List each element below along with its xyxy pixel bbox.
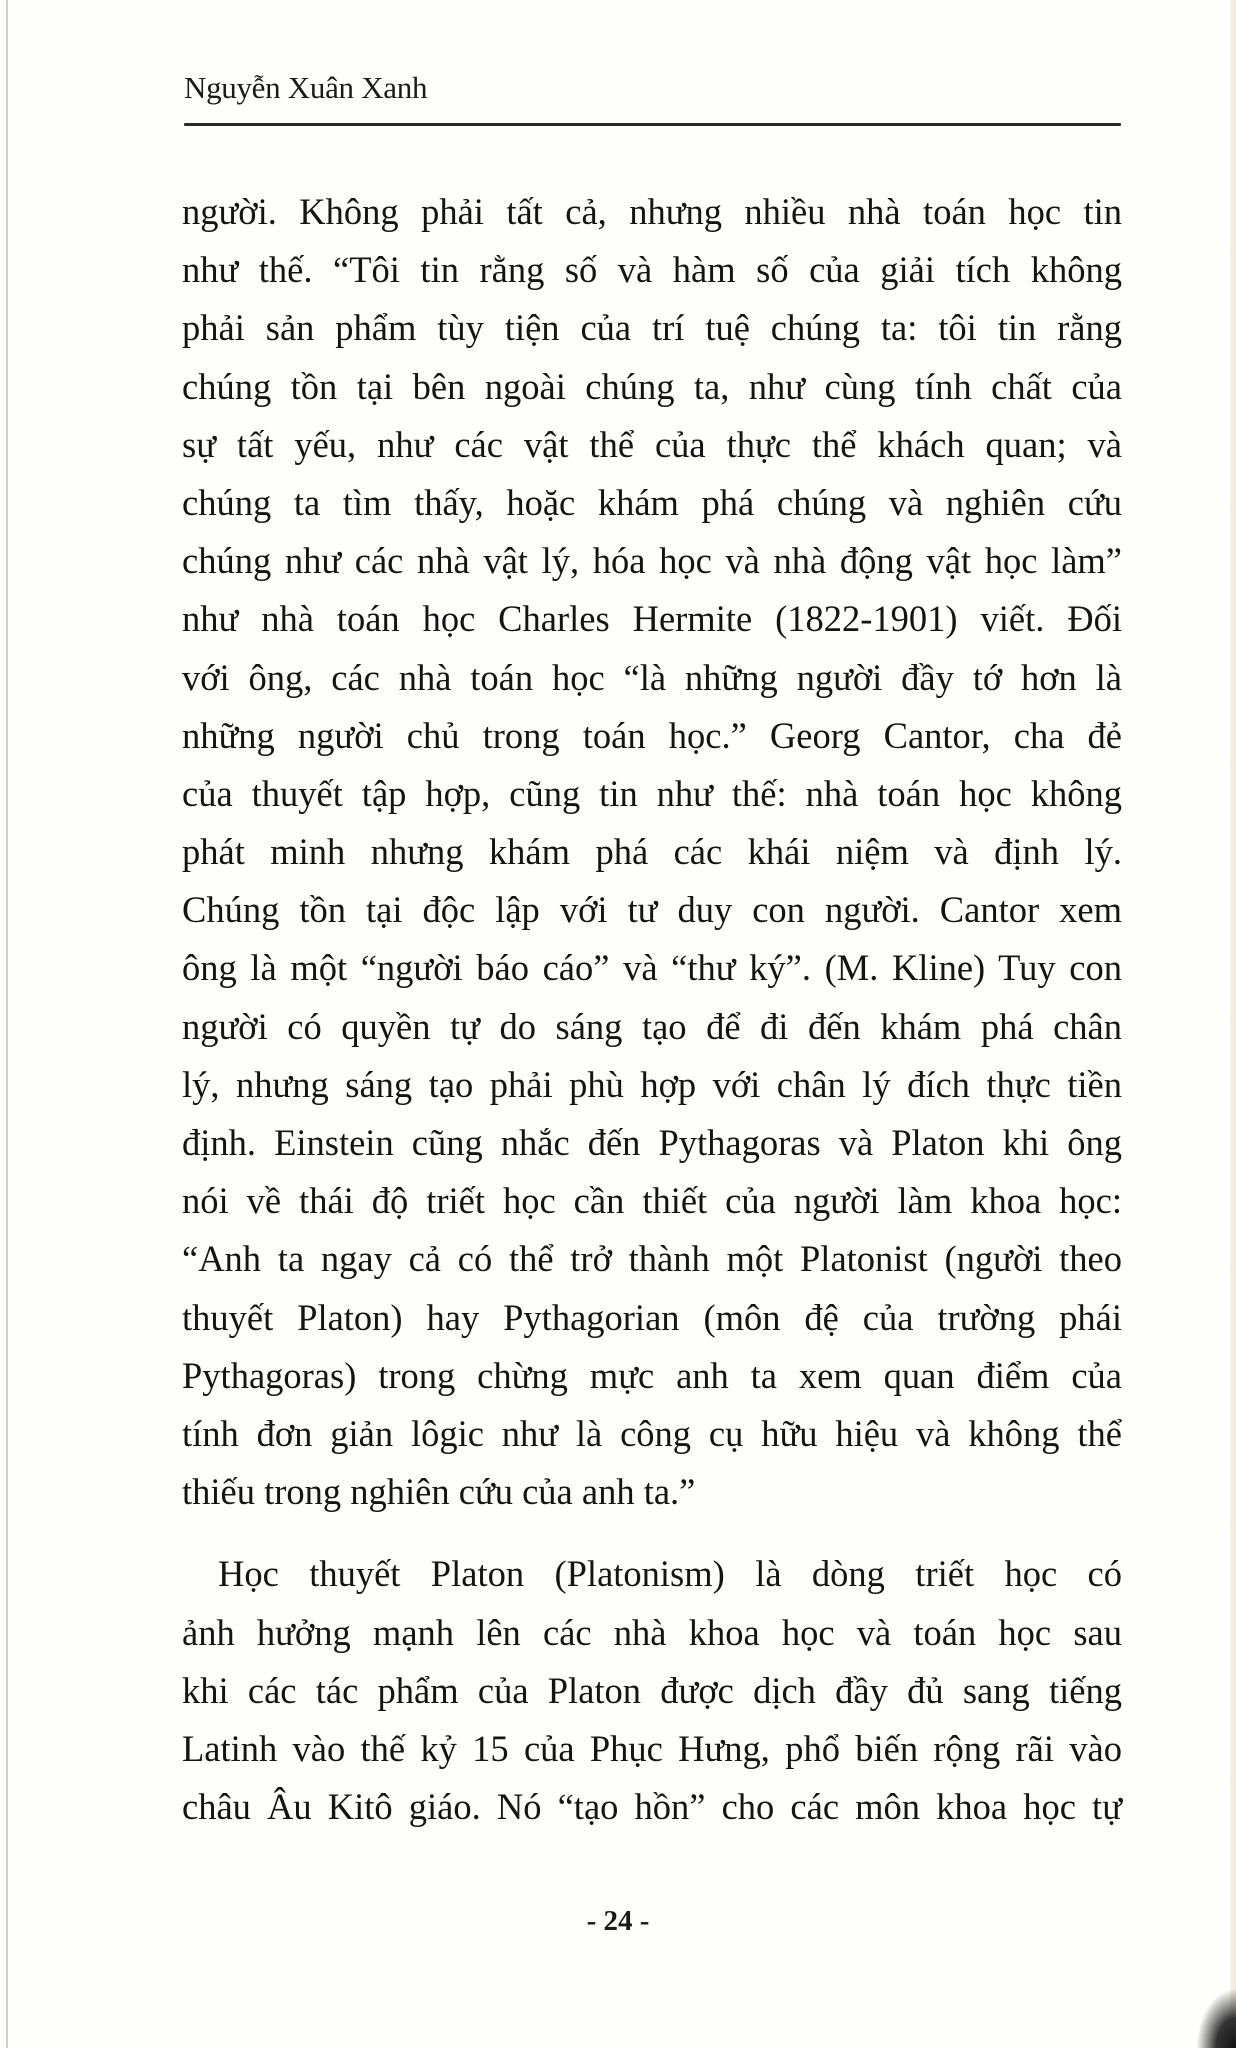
text-line: “Anh ta ngay cả có thể trở thành một Platonist (người theo xyxy=(182,1238,1122,1280)
text-line: như thế. “Tôi tin rằng số và hàm số của giải tích không xyxy=(182,249,1122,291)
text-line: những người chủ trong toán học.” Georg Cantor, cha đẻ xyxy=(182,714,1122,756)
text-line: người có quyền tự do sáng tạo để đi đến khám phá chân xyxy=(182,1005,1122,1047)
page-number: - 24 - xyxy=(586,1905,650,1937)
scan-corner-shadow xyxy=(1196,1988,1236,2048)
text-line: ảnh hưởng mạnh lên các nhà khoa học và toán học sau xyxy=(182,1611,1122,1653)
text-line: Chúng tồn tại độc lập với tư duy con người. Cantor xem xyxy=(182,889,1122,931)
text-line: của thuyết tập hợp, cũng tin như thế: nhà toán học không xyxy=(182,772,1122,814)
text-line: nói về thái độ triết học cần thiết của người làm khoa học: xyxy=(182,1180,1122,1222)
text-line: Học thuyết Platon (Platonism) là dòng triết học có xyxy=(218,1553,1122,1595)
text-line: Latinh vào thế kỷ 15 của Phục Hưng, phổ biến rộng rãi vào xyxy=(182,1727,1122,1769)
header-rule xyxy=(184,123,1121,126)
running-header-author: Nguyễn Xuân Xanh xyxy=(184,70,428,105)
text-line: ông là một “người báo cáo” và “thư ký”. (M. Kline) Tuy con xyxy=(182,947,1122,989)
text-line: chúng ta tìm thấy, hoặc khám phá chúng và nghiên cứu xyxy=(182,481,1122,523)
text-line: với ông, các nhà toán học “là những người đầy tớ hơn là xyxy=(182,656,1122,698)
text-line: khi các tác phẩm của Platon được dịch đầy đủ sang tiếng xyxy=(182,1669,1122,1711)
text-line: thiếu trong nghiên cứu của anh ta.” xyxy=(182,1471,696,1513)
paragraph-1 xyxy=(182,183,1122,1521)
text-line: thuyết Platon) hay Pythagorian (môn đệ của trường phái xyxy=(182,1296,1122,1338)
body-text xyxy=(182,183,1122,1836)
text-line: chúng như các nhà vật lý, hóa học và nhà động vật học làm” xyxy=(182,540,1122,582)
text-line: người. Không phải tất cả, nhưng nhiều nhà toán học tin xyxy=(182,191,1122,232)
text-line: tính đơn giản lôgic như là công cụ hữu hiệu và không thể xyxy=(182,1412,1122,1454)
text-line: sự tất yếu, như các vật thể của thực thể khách quan; và xyxy=(182,423,1122,465)
text-line: định. Einstein cũng nhắc đến Pythagoras và Platon khi ông xyxy=(182,1122,1122,1163)
paragraph-2 xyxy=(182,1545,1122,1836)
text-line: châu Âu Kitô giáo. Nó “tạo hồn” cho các môn khoa học tự xyxy=(182,1786,1122,1828)
text-line: lý, nhưng sáng tạo phải phù hợp với chân lý đích thực tiền xyxy=(182,1063,1122,1105)
text-line: như nhà toán học Charles Hermite (1822-1901) viết. Đối xyxy=(182,598,1122,640)
text-line: phát minh nhưng khám phá các khái niệm và định lý. xyxy=(182,831,1122,873)
page-left-edge xyxy=(6,0,8,2048)
page-right-edge xyxy=(1230,0,1236,2048)
text-line: chúng tồn tại bên ngoài chúng ta, như cùng tính chất của xyxy=(182,365,1122,407)
text-line: Pythagoras) trong chừng mực anh ta xem quan điểm của xyxy=(182,1354,1122,1396)
text-line: phải sản phẩm tùy tiện của trí tuệ chúng ta: tôi tin rằng xyxy=(182,307,1122,349)
paragraph-gap xyxy=(182,1521,1122,1545)
